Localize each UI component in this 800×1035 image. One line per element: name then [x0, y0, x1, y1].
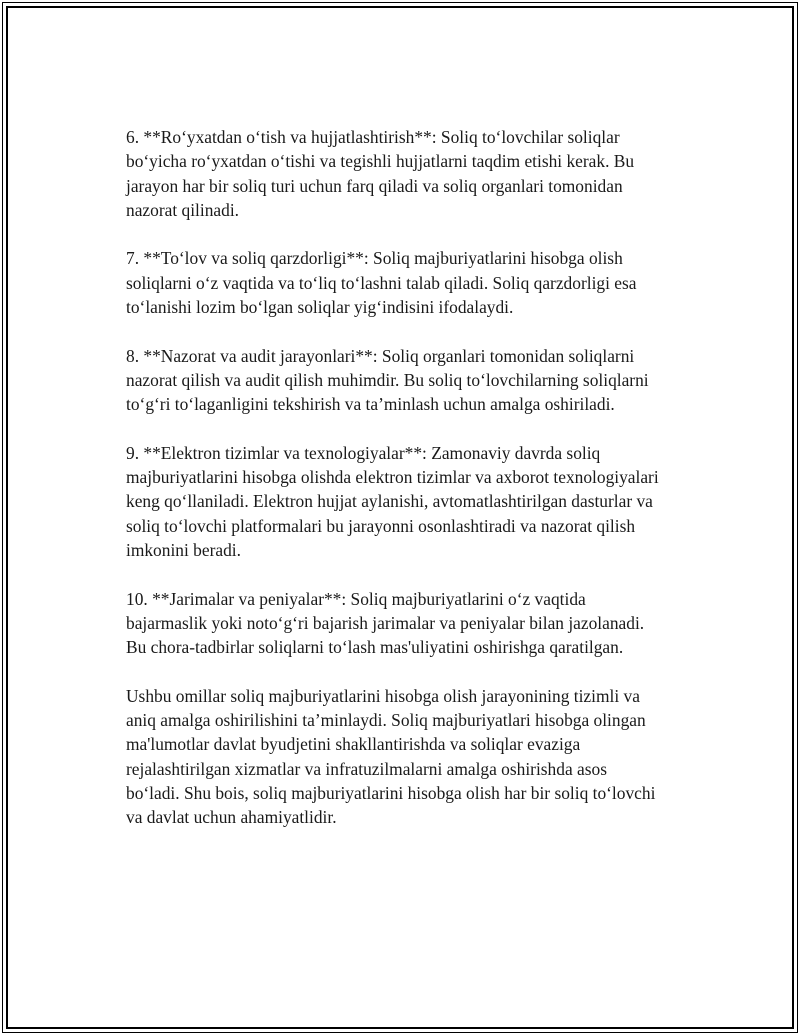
paragraph-electronic-systems: 9. **Elektron tizimlar va texnologiyalar**: Zamonaviy davrda soliq majburiyatlarini hisobga olishda elektron tizimlar va axborot texnologiyalari keng qo‘llaniladi. Elektron hujjat aylanishi, avtomatlashtirilgan dasturlar va soliq to‘lovchi platformalari bu jarayonni osonlashtiradi va nazorat qilish imkonini beradi.: [126, 442, 659, 561]
page-body: [126, 125, 706, 830]
paragraph-control-and-audit: 8. **Nazorat va audit jarayonlari**: Soliq organlari tomonidan soliqlarni nazorat qilish va audit qilish muhimdir. Bu soliq to‘lovchilarning soliqlarni to‘g‘ri to‘laganligini tekshirish va ta’minlash uchun amalga oshiriladi.: [126, 345, 649, 415]
paragraph-conclusion: Ushbu omillar soliq majburiyatlarini hisobga olish jarayonining tizimli va aniq amalga oshirilishini ta’minlaydi. Soliq majburiyatlari hisobga olingan ma'lumotlar davlat byudjetini shakllantirishda va soliqlar evaziga rejalashtirilgan xizmatlar va infratuzilmalarni amalga oshirishda asos bo‘ladi. Shu bois, soliq majburiyatlarini hisobga olish har bir soliq to‘lovchi va davlat uchun ahamiyatlidir.: [126, 685, 656, 828]
paragraph-registration: 6. **Ro‘yxatdan o‘tish va hujjatlashtirish**: Soliq to‘lovchilar soliqlar bo‘yicha ro‘yxatdan o‘tishi va tegishli hujjatlarni taqdim etishi kerak. Bu jarayon har bir soliq turi uchun farq qiladi va soliq organlari tomonidan nazorat qilinadi.: [126, 127, 635, 220]
paragraph-payment-and-debt: 7. **To‘lov va soliq qarzdorligi**: Soliq majburiyatlarini hisobga olish soliqlarni o‘z vaqtida va to‘liq to‘lashni talab qiladi. Soliq qarzdorligi esa to‘lanishi lozim bo‘lgan soliqlar yig‘indisini ifodalaydi.: [126, 248, 637, 318]
page-border: [6, 6, 794, 1029]
paragraph-fines-and-penalties: 10. **Jarimalar va peniyalar**: Soliq majburiyatlarini o‘z vaqtida bajarmaslik yoki noto‘g‘ri bajarish jarimalar va peniyalar bilan jazolanadi. Bu chora-tadbirlar soliqlarni to‘lash mas'uliyatini oshirishga qaratilgan.: [126, 588, 645, 658]
